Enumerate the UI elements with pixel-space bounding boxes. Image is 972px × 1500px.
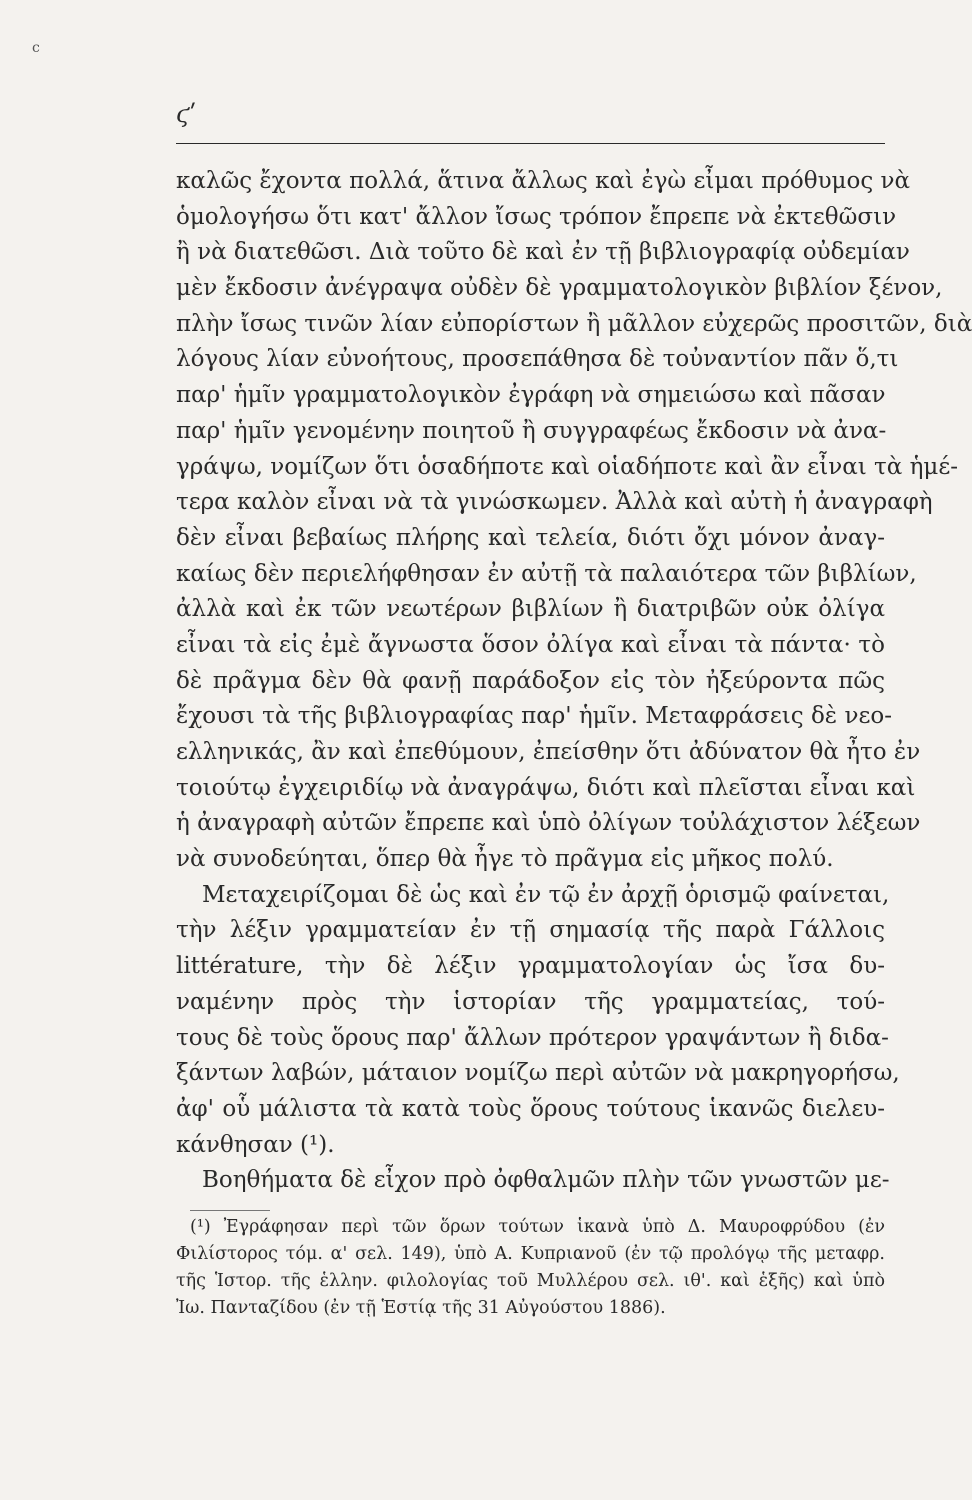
- text-line: Μεταχειρίζομαι δὲ ὡς καὶ ἐν τῷ ἐν ἀρχῇ ὁρισμῷ φαίνεται,: [202, 881, 890, 908]
- text-line: κάνθησαν (¹).: [176, 1131, 335, 1158]
- text-line: παρ' ἡμῖν γραμματολογικὸν ἐγράφη νὰ σημειώσω καὶ πᾶσαν: [176, 382, 886, 409]
- footnote-line: Ἰω. Πανταζίδου (ἐν τῇ Ἑστίᾳ τῆς 31 Αὐγούστου 1886).: [176, 1298, 666, 1318]
- body-text: [176, 164, 972, 1199]
- text-line: ναμένην πρὸς τὴν ἱστορίαν τῆς γραμματείας, τού-: [176, 988, 885, 1015]
- text-line: ἡ ἀναγραφὴ αὐτῶν ἔπρεπε καὶ ὑπὸ ὀλίγων τοὐλάχιστον λέξεων: [176, 810, 921, 837]
- text-line: ἢ νὰ διατεθῶσι. Διὰ τοῦτο δὲ καὶ ἐν τῇ βιβλιογραφίᾳ οὐδεμίαν: [176, 239, 910, 266]
- text-line: λόγους λίαν εὐνοήτους, προσεπάθησα δὲ τοὐναντίον πᾶν ὅ,τι: [176, 346, 899, 373]
- footnotes: [176, 1214, 885, 1322]
- text-line: ξάντων λαβών, μάταιον νομίζω περὶ αὐτῶν νὰ μακρηγορήσω,: [176, 1060, 900, 1087]
- corner-mark: c: [32, 40, 40, 56]
- footnote-line: τῆς Ἱστορ. τῆς ἑλλην. φιλολογίας τοῦ Μυλλέρου σελ. ιθ'. καὶ ἑξῆς) καὶ ὑπὸ: [176, 1271, 885, 1291]
- text-line: εἶναι τὰ εἰς ἐμὲ ἄγνωστα ὅσον ὀλίγα καὶ εἶναι τὰ πάντα· τὸ: [176, 631, 885, 658]
- text-line: καλῶς ἔχοντα πολλά, ἅτινα ἄλλως καὶ ἐγὼ εἶμαι πρόθυμος νὰ: [176, 168, 911, 194]
- footnote-line: (¹) Ἐγράφησαν περὶ τῶν ὅρων τούτων ἱκανὰ ὑπὸ Δ. Μαυροφρύδου (ἐν: [190, 1217, 885, 1237]
- text-line: ὁμολογήσω ὅτι κατ' ἄλλον ἴσως τρόπον ἔπρεπε νὰ ἐκτεθῶσιν: [176, 203, 897, 230]
- text-line: νὰ συνοδεύηται, ὅπερ θὰ ἦγε τὸ πρᾶγμα εἰς μῆκος πολύ.: [176, 846, 834, 873]
- text-line: καίως δὲν περιελήφθησαν ἐν αὐτῇ τὰ παλαιότερα τῶν βιβλίων,: [176, 560, 917, 587]
- text-line: Βοηθήματα δὲ εἶχον πρὸ ὀφθαλμῶν πλὴν τῶν γνωστῶν με-: [202, 1167, 890, 1194]
- text-line: δὲν εἶναι βεβαίως πλήρης καὶ τελεία, διότι ὄχι μόνον ἀναγ-: [176, 524, 885, 551]
- text-line: ἀλλὰ καὶ ἐκ τῶν νεωτέρων βιβλίων ἢ διατριβῶν οὐκ ὀλίγα: [176, 596, 885, 623]
- header-rule: [176, 143, 885, 144]
- page-number: ϛʹ: [176, 100, 197, 128]
- footnote-rule: [190, 1210, 270, 1211]
- text-line: τους δὲ τοὺς ὅρους παρ' ἄλλων πρότερον γραψάντων ἢ διδα-: [176, 1024, 889, 1051]
- text-line: γράψω, νομίζων ὅτι ὁσαδήποτε καὶ οἱαδήποτε καὶ ἂν εἶναι τὰ ἡμέ-: [176, 453, 959, 480]
- text-line: τὴν λέξιν γραμματείαν ἐν τῇ σημασίᾳ τῆς παρὰ Γάλλοις: [176, 917, 885, 944]
- text-line: παρ' ἡμῖν γενομένην ποιητοῦ ἢ συγγραφέως ἔκδοσιν νὰ ἀνα-: [176, 417, 887, 444]
- text-line: τερα καλὸν εἶναι νὰ τὰ γινώσκωμεν. Ἀλλὰ καὶ αὐτὴ ἡ ἀναγραφὴ: [176, 489, 933, 516]
- text-line: ελληνικάς, ἂν καὶ ἐπεθύμουν, ἐπείσθην ὅτι ἀδύνατον θὰ ἦτο ἐν: [176, 739, 921, 765]
- footnote-line: Φιλίστορος τόμ. α' σελ. 149), ὑπὸ Α. Κυπριανοῦ (ἐν τῷ προλόγῳ τῆς μεταφρ.: [176, 1244, 885, 1264]
- text-line: littérature, τὴν δὲ λέξιν γραμματολογίαν ὡς ἴσα δυ-: [176, 953, 885, 980]
- text-line: πλὴν ἴσως τινῶν λίαν εὐπορίστων ἢ μᾶλλον εὐχερῶς προσιτῶν, διὰ: [176, 310, 972, 337]
- text-line: δὲ πρᾶγμα δὲν θὰ φανῇ παράδοξον εἰς τὸν ἠξεύροντα πῶς: [176, 667, 885, 694]
- text-line: ἀφ' οὗ μάλιστα τὰ κατὰ τοὺς ὅρους τούτους ἱκανῶς διελευ-: [176, 1095, 885, 1122]
- text-line: τοιούτῳ ἐγχειριδίῳ νὰ ἀναγράψω, διότι καὶ πλεῖσται εἶναι καὶ: [176, 774, 916, 801]
- text-line: μὲν ἔκδοσιν ἀνέγραψα οὐδὲν δὲ γραμματολογικὸν βιβλίον ξένον,: [176, 275, 943, 302]
- text-line: ἔχουσι τὰ τῆς βιβλιογραφίας παρ' ἡμῖν. Μεταφράσεις δὲ νεο-: [176, 703, 892, 730]
